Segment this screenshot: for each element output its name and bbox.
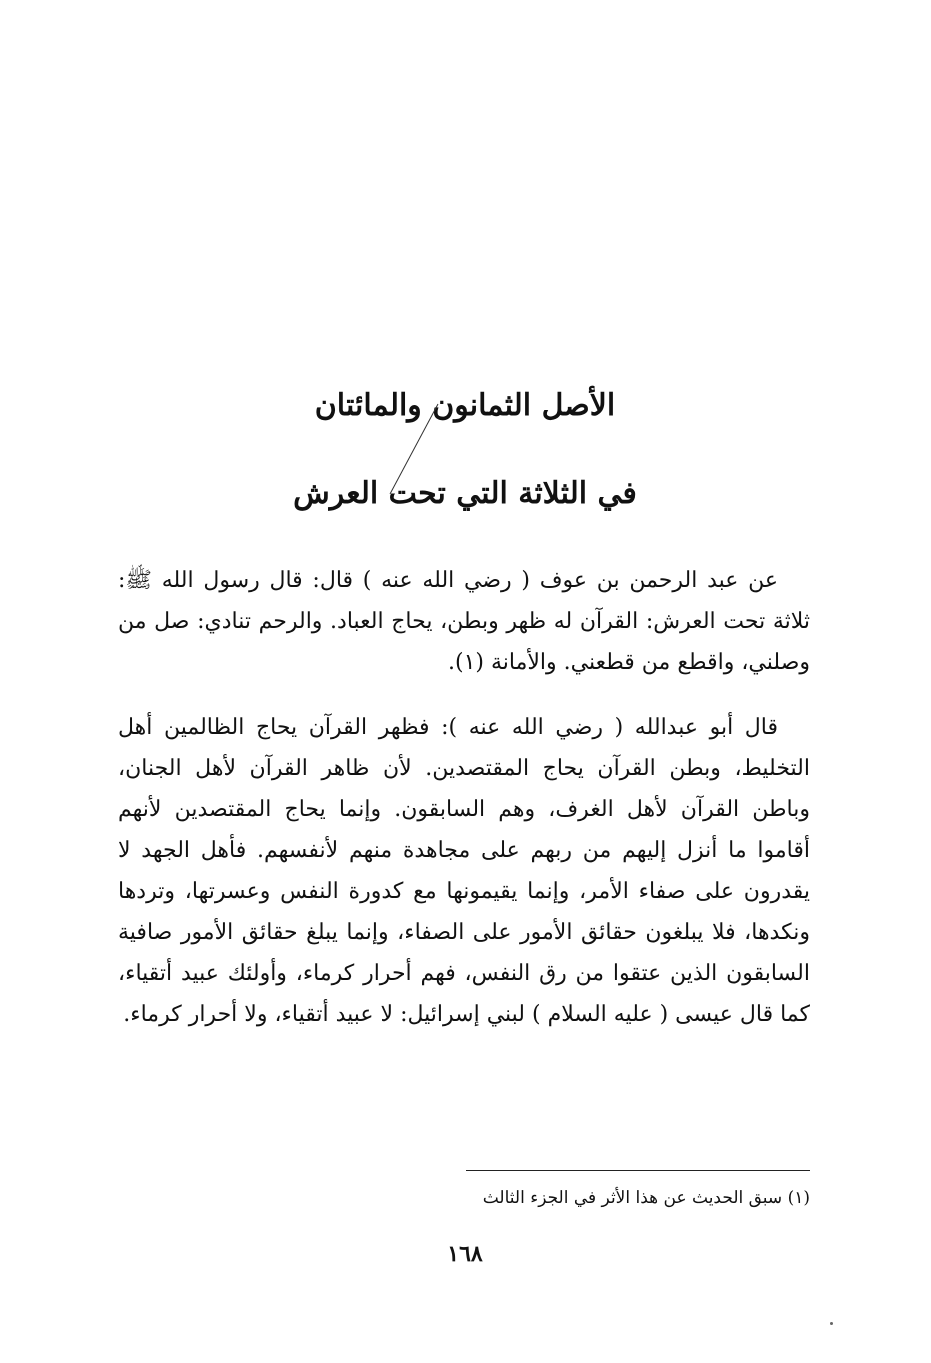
footnote-divider <box>466 1170 810 1171</box>
hadith-paragraph <box>118 560 810 683</box>
scan-speck <box>830 1322 833 1325</box>
commentary-paragraph <box>118 707 810 1035</box>
chapter-title: الأصل الثمانون والمائتان <box>314 388 616 423</box>
page-number: ١٦٨ <box>447 1241 483 1267</box>
paragraph-text: قال أبو عبدالله ( رضي الله عنه ): فظهر القرآن يحاج الظالمين أهل التخليط، وبطن القرآن يحاج المقتصدين. لأن ظاهر القرآن لأهل الجنان، وباطن القرآن لأهل الغرف، وهم السابقون. وإنما يحاج المقتصدين لأنهم أقاموا ما أنزل إليهم من ربهم على مجاهدة منهم لأنفسهم. فأهل الجهد لا يقدرون على صفاء الأمر، وإنما يقيمونها مع كدورة النفس وعسرتها، وتردها ونكدها، فلا يبلغون حقائق الأمور على الصفاء، وإنما يبلغ حقائق الأمور صافية السابقون الذين عتقوا من رق النفس، فهم أحرار كرماء، وأولئك عبيد أتقياء، كما قال عيسى ( عليه السلام ) لبني إسرائيل: لا عبيد أتقياء، ولا أحرار كرماء. <box>118 715 810 1027</box>
chapter-subtitle: في الثلاثة التي تحت العرش <box>293 476 637 511</box>
paragraph-text: عن عبد الرحمن بن عوف ( رضي الله عنه ) قال: قال رسول الله ﷺ: ثلاثة تحت العرش: القرآن له ظهر وبطن، يحاج العباد. والرحم تنادي: صل من وصلني، واقطع من قطعني. والأمانة (١). <box>118 568 810 675</box>
footnote: (١) سبق الحديث عن هذا الأثر في الجزء الثالث <box>482 1188 810 1208</box>
